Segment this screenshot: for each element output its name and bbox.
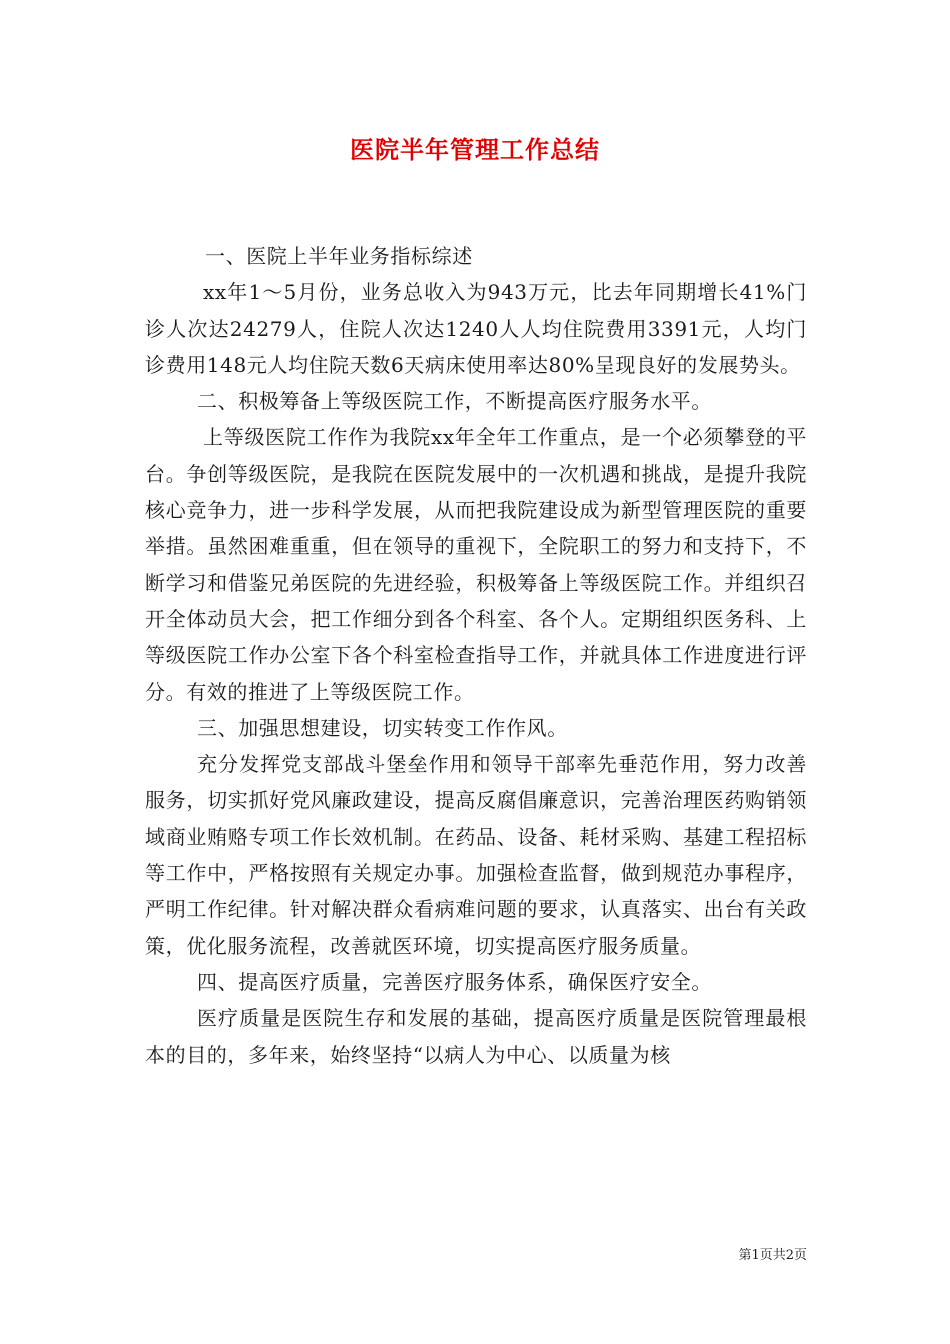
paragraph-medical-quality: 医疗质量是医院生存和发展的基础，提高医疗质量是医院管理最根本的目的，多年来，始终坚持“以病人为中心、以质量为核 <box>145 1006 807 1067</box>
section-heading-3: 三、加强思想建设，切实转变工作作风。 <box>197 715 568 740</box>
document-title: 医院半年管理工作总结 <box>350 135 600 164</box>
section-heading-2: 二、积极筹备上等级医院工作，不断提高医疗服务水平。 <box>197 389 712 414</box>
section-heading-1: 一、医院上半年业务指标综述 <box>205 244 473 268</box>
paragraph-business-indicators: xx年1～5月份，业务总收入为943万元，比去年同期增长41%门诊人次达24279人，住院人次达1240人人均住院费用3391元，人均门诊费用148元人均住院天数6天病床使用率达80%呈现良好的发展势头。 <box>145 280 807 377</box>
page-footer: 第1页共2页 <box>738 1248 807 1263</box>
paragraph-ideology-building: 充分发挥党支部战斗堡垒作用和领导干部率先垂范作用，努力改善服务，切实抓好党风廉政建设，提高反腐倡廉意识，完善治理医药购销领域商业贿赂专项工作长效机制。在药品、设备、耗材采购、基建工程招标等工作中，严格按照有关规定办事。加强检查监督，做到规范办事程序，严明工作纪律。针对解决群众看病难问题的要求，认真落实、出台有关政策，优化服务流程，改善就医环境，切实提高医疗服务质量。 <box>145 752 807 958</box>
document-body <box>145 238 807 1073</box>
section-heading-4: 四、提高医疗质量，完善医疗服务体系，确保医疗安全。 <box>197 969 712 994</box>
paragraph-hospital-grading: 上等级医院工作作为我院xx年全年工作重点，是一个必须攀登的平台。争创等级医院，是我院在医院发展中的一次机遇和挑战，是提升我院核心竞争力，进一步科学发展，从而把我院建设成为新型管理医院的重要举措。虽然困难重重，但在领导的重视下，全院职工的努力和支持下，不断学习和借鉴兄弟医院的先进经验，积极筹备上等级医院工作。并组织召开全体动员大会，把工作细分到各个科室、各个人。定期组织医务科、上等级医院工作办公室下各个科室检查指导工作，并就具体工作进度进行评分。有效的推进了上等级医院工作。 <box>145 425 807 704</box>
